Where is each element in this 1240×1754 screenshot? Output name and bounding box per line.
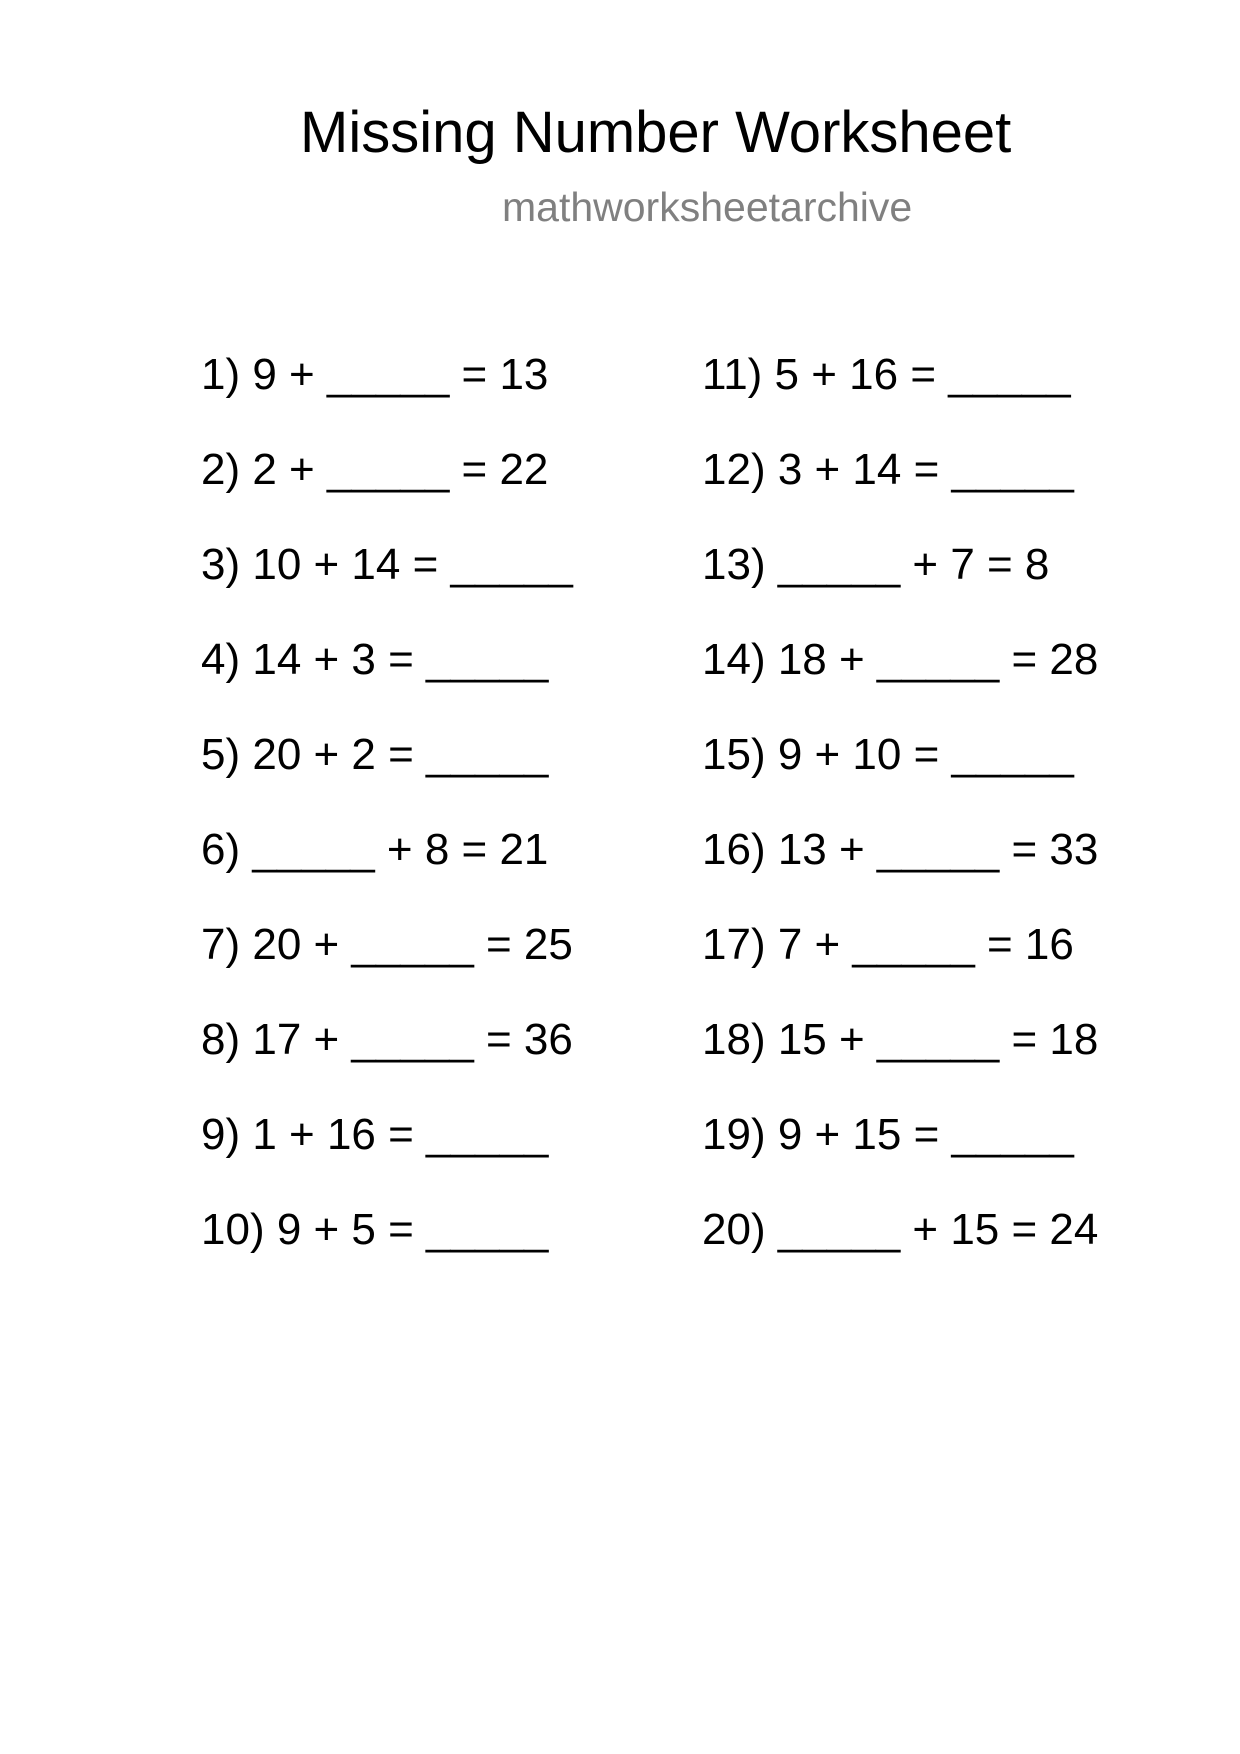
problem-5: 5) 20 + 2 = _____ bbox=[201, 730, 549, 779]
problem-18: 18) 15 + _____ = 18 bbox=[702, 1015, 1099, 1064]
problem-12: 12) 3 + 14 = _____ bbox=[702, 445, 1074, 494]
worksheet-title: Missing Number Worksheet bbox=[300, 100, 1012, 165]
problem-7: 7) 20 + _____ = 25 bbox=[201, 920, 573, 969]
worksheet-source: mathworksheetarchive bbox=[502, 184, 913, 230]
problems-column-left bbox=[201, 348, 573, 1298]
problem-4: 4) 14 + 3 = _____ bbox=[201, 635, 549, 684]
problem-16: 16) 13 + _____ = 33 bbox=[702, 825, 1099, 874]
problem-1: 1) 9 + _____ = 13 bbox=[201, 350, 549, 399]
problem-6: 6) _____ + 8 = 21 bbox=[201, 825, 549, 874]
problem-15: 15) 9 + 10 = _____ bbox=[702, 730, 1074, 779]
problem-13: 13) _____ + 7 = 8 bbox=[702, 540, 1050, 589]
problem-20: 20) _____ + 15 = 24 bbox=[702, 1205, 1099, 1254]
problem-14: 14) 18 + _____ = 28 bbox=[702, 635, 1099, 684]
problem-11: 11) 5 + 16 = _____ bbox=[702, 350, 1071, 399]
problem-9: 9) 1 + 16 = _____ bbox=[201, 1110, 549, 1159]
problem-3: 3) 10 + 14 = _____ bbox=[201, 540, 573, 589]
problem-2: 2) 2 + _____ = 22 bbox=[201, 445, 549, 494]
problem-17: 17) 7 + _____ = 16 bbox=[702, 920, 1074, 969]
problem-19: 19) 9 + 15 = _____ bbox=[702, 1110, 1074, 1159]
problem-8: 8) 17 + _____ = 36 bbox=[201, 1015, 573, 1064]
problem-10: 10) 9 + 5 = _____ bbox=[201, 1205, 549, 1254]
problems-column-right bbox=[702, 348, 1098, 1298]
